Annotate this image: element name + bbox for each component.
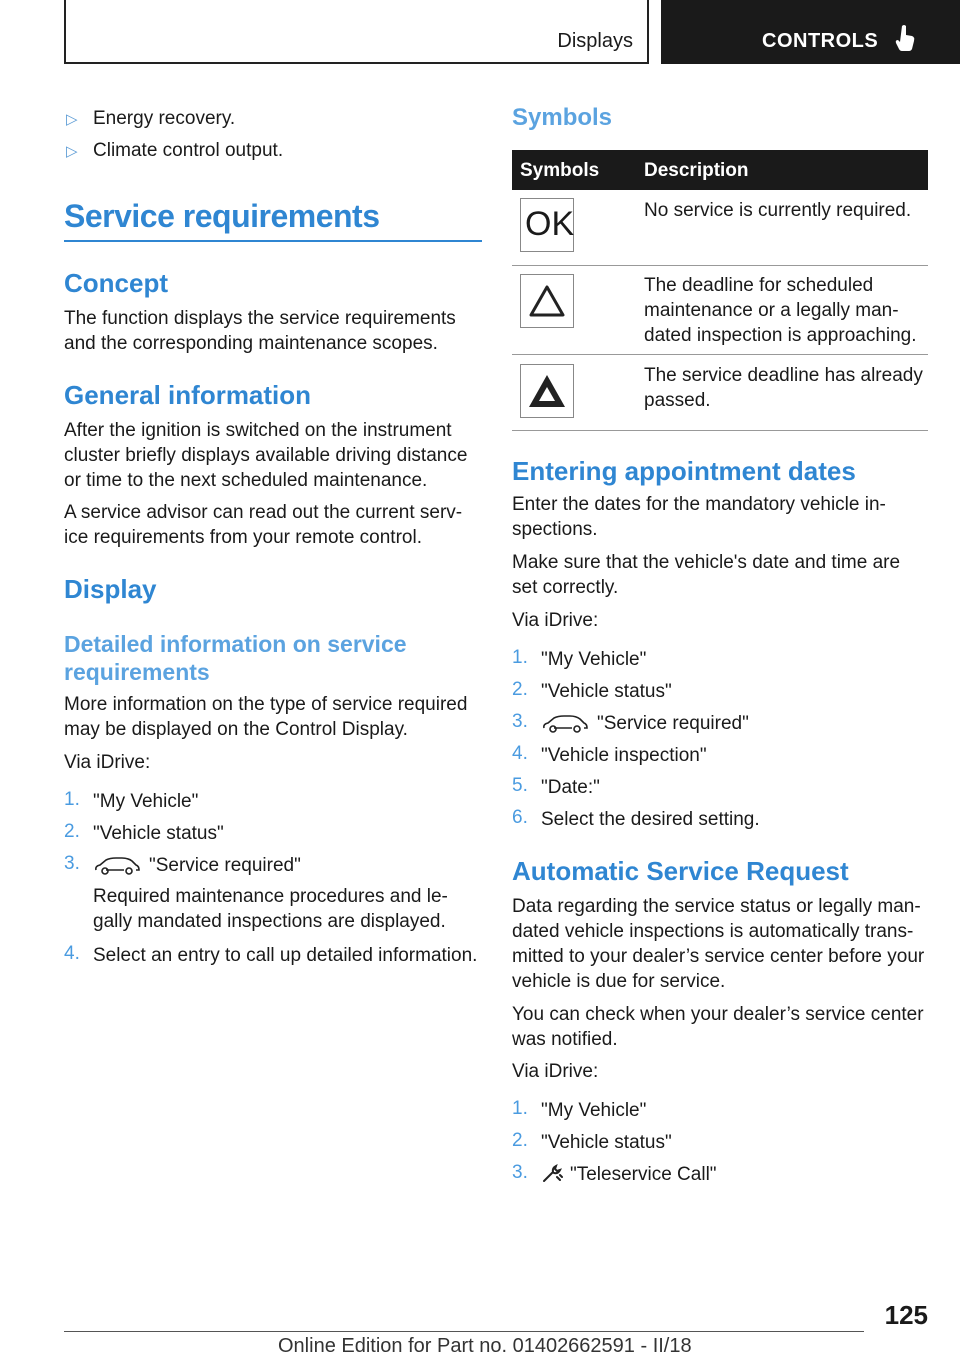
table-row-desc: The deadline for scheduled maintenance or a legally man-dated inspection is approaching. [644, 275, 917, 346]
appointment-via-idrive: Via iDrive: [512, 610, 599, 631]
hand-pointer-icon [895, 24, 917, 52]
step-service-required: "Service required" [597, 713, 749, 734]
asr-p2: You can check when your dealer’s service center was notified. [512, 1004, 924, 1050]
heading-display: Display [64, 574, 157, 604]
step-number: 3. [512, 1162, 528, 1183]
table-row-desc: The service deadline has already passed. [644, 365, 923, 411]
table-row-divider [512, 265, 928, 266]
step-select-setting: Select the desired setting. [541, 809, 760, 830]
step-number: 1. [512, 647, 528, 668]
heading-entering-appointment-dates: Entering appointment dates [512, 456, 856, 486]
step-my-vehicle: "My Vehicle" [93, 791, 199, 812]
bullet-energy-recovery: Energy recovery. [93, 108, 236, 129]
header-section-title: Displays [557, 30, 633, 52]
concept-text: The function displays the service requirements and the corresponding maintenance scopes. [64, 308, 456, 354]
appointment-p2: Make sure that the vehicle's date and time are set correctly. [512, 552, 901, 598]
step-vehicle-status: "Vehicle status" [93, 823, 224, 844]
table-col-description: Description [644, 160, 749, 181]
display-via-idrive: Via iDrive: [64, 752, 151, 773]
footer-edition: Online Edition for Part no. 01402662591 - II/18 [278, 1335, 692, 1357]
step-teleservice-call: "Teleservice Call" [570, 1164, 717, 1185]
general-information-p1: After the ignition is switched on the instrument cluster briefly displays available driving distance or time to the next scheduled maintenance. [64, 420, 468, 491]
step-number: 1. [64, 789, 80, 810]
header-chapter-title: CONTROLS [762, 30, 879, 52]
ok-symbol-icon: OK [520, 198, 574, 252]
step3-note: Required maintenance procedures and le-gally mandated inspections are displayed. [93, 886, 448, 932]
header-section-box [64, 0, 649, 64]
step-number: 3. [64, 853, 80, 874]
step-vehicle-inspection: "Vehicle inspection" [541, 745, 707, 766]
heading-general-information: General information [64, 380, 312, 410]
table-row-desc: No service is currently required. [644, 200, 912, 221]
table-row-divider [512, 430, 928, 431]
bullet-climate-control: Climate control output. [93, 140, 284, 161]
step-number: 5. [512, 775, 528, 796]
step-number: 2. [512, 1130, 528, 1151]
bullet-triangle-icon: ▷ [66, 111, 78, 128]
display-p1: More information on the type of service required may be displayed on the Control Display. [64, 694, 468, 740]
step-number: 1. [512, 1098, 528, 1119]
step-number: 2. [64, 821, 80, 842]
step-my-vehicle: "My Vehicle" [541, 1100, 647, 1121]
heading-detailed-information: Detailed information on service requirements [64, 631, 407, 685]
appointment-p1: Enter the dates for the mandatory vehicle in-spections. [512, 494, 886, 540]
wrench-service-icon [541, 1164, 563, 1184]
step-number: 2. [512, 679, 528, 700]
footer-rule [64, 1331, 864, 1332]
step-number: 6. [512, 807, 528, 828]
asr-via-idrive: Via iDrive: [512, 1061, 599, 1082]
bullet-triangle-icon: ▷ [66, 143, 78, 160]
step-vehicle-status: "Vehicle status" [541, 1132, 672, 1153]
section-title-service-requirements: Service requirements [64, 198, 380, 234]
section-title-rule [64, 240, 482, 242]
heading-concept: Concept [64, 268, 168, 298]
step-service-required: "Service required" [149, 855, 301, 876]
warning-triangle-filled-icon [520, 364, 574, 418]
page-number: 125 [884, 1300, 928, 1330]
header-chapter-tab [661, 0, 960, 64]
table-col-symbols: Symbols [520, 160, 600, 181]
asr-p1: Data regarding the service status or legally man-dated vehicle inspections is automatically trans-mitted to your dealer’s service center before your vehicle is due for service. [512, 896, 925, 992]
step-date: "Date:" [541, 777, 600, 798]
car-service-icon [93, 856, 141, 876]
step-my-vehicle: "My Vehicle" [541, 649, 647, 670]
table-row-divider [512, 354, 928, 355]
warning-triangle-icon [520, 274, 574, 328]
heading-automatic-service-request: Automatic Service Request [512, 856, 849, 886]
step-number: 4. [512, 743, 528, 764]
heading-symbols: Symbols [512, 104, 613, 131]
general-information-p2: A service advisor can read out the current serv-ice requirements from your remote control. [64, 502, 463, 548]
step-number: 4. [64, 943, 80, 964]
step-vehicle-status: "Vehicle status" [541, 681, 672, 702]
step-number: 3. [512, 711, 528, 732]
car-service-icon [541, 714, 589, 734]
symbols-table-header [512, 150, 928, 190]
step-select-entry: Select an entry to call up detailed information. [93, 945, 478, 966]
